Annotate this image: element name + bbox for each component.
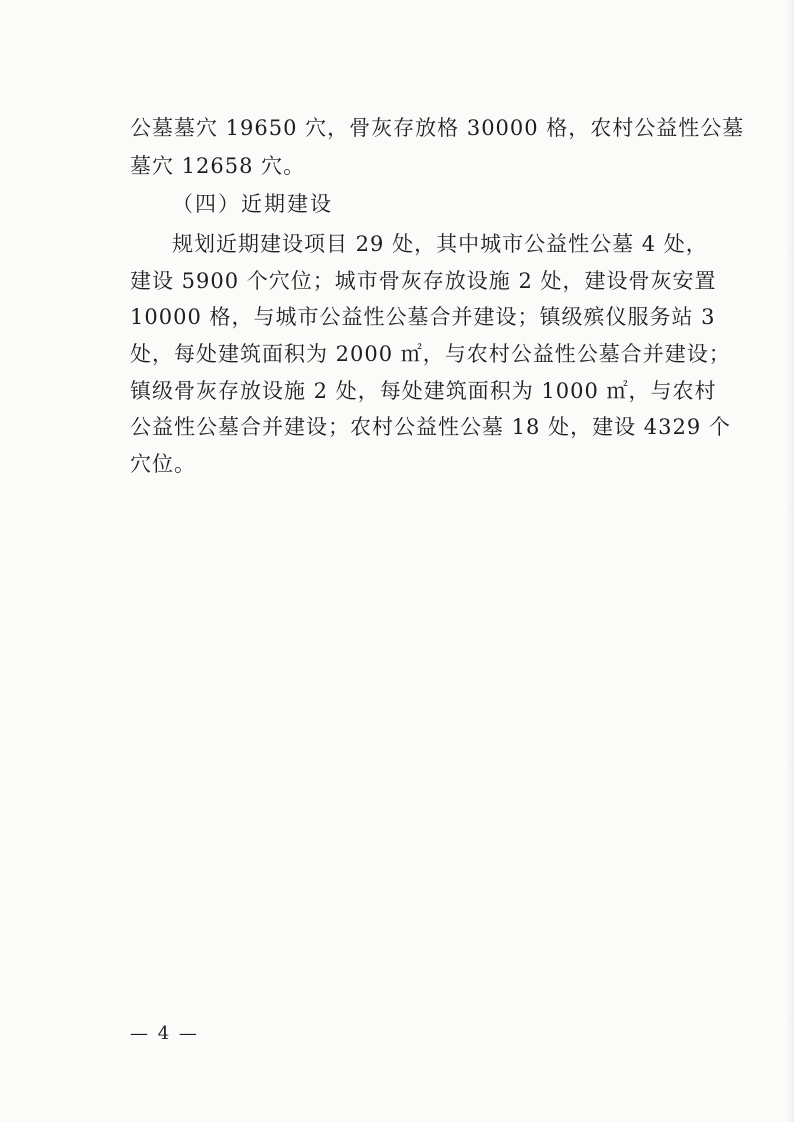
paragraph-1-line-2: 墓穴 12658 穴。 <box>130 154 306 178</box>
paragraph-1-line-1: 公墓墓穴 19650 穴，骨灰存放格 30000 格，农村公益性公墓 <box>130 116 745 140</box>
paragraph-2-line-2: 建设 5900 个穴位；城市骨灰存放设施 2 处，建设骨灰安置 <box>130 269 717 293</box>
paragraph-2-line-4: 处，每处建筑面积为 2000 ㎡，与农村公益性公墓合并建设； <box>130 342 731 366</box>
section-heading: （四）近期建设 <box>172 192 333 216</box>
paragraph-2-line-5: 镇级骨灰存放设施 2 处，每处建筑面积为 1000 ㎡，与农村 <box>130 379 717 403</box>
page-number: — 4 — <box>130 1023 199 1044</box>
paragraph-2-line-7: 穴位。 <box>130 452 196 476</box>
paragraph-2-line-1: 规划近期建设项目 29 处，其中城市公益性公墓 4 处， <box>172 232 708 256</box>
paragraph-2-line-6: 公益性公墓合并建设；农村公益性公墓 18 处，建设 4329 个 <box>130 415 731 439</box>
scan-edge-shadow <box>786 0 794 1122</box>
paragraph-2-line-3: 10000 格，与城市公益性公墓合并建设；镇级殡仪服务站 3 <box>130 305 716 329</box>
